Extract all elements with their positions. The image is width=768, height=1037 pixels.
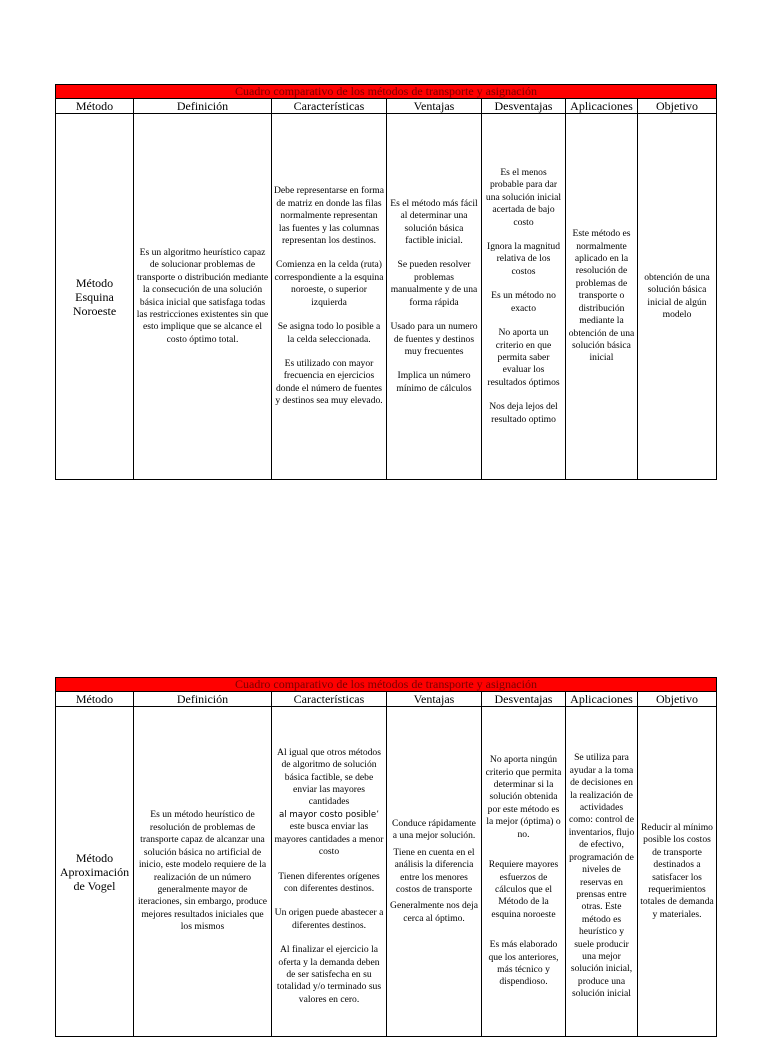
header-objetivo: Objetivo xyxy=(638,692,717,707)
header-aplicaciones: Aplicaciones xyxy=(566,692,638,707)
objetivo-cell: Reducir al mínimo posible los costos de transporte destinados a satisfacer los requerimientos totales de demanda y materiales. xyxy=(638,707,717,1037)
method-cell: Método Aproximación de Vogel xyxy=(56,707,134,1037)
method-cell: Método Esquina Noroeste xyxy=(56,114,134,480)
comparison-table-vogel xyxy=(55,677,717,1037)
ventajas-cell: Conduce rápidamente a una mejor solución. Tiene en cuenta en el análisis la diferencia entre los menores costos de transporte Generalmente nos deja cerca al óptimo. xyxy=(387,707,482,1037)
header-ventajas: Ventajas xyxy=(387,99,482,114)
handwritten-text: al mayor costo posible’ xyxy=(279,809,379,820)
header-metodo: Método xyxy=(56,692,134,707)
header-ventajas: Ventajas xyxy=(387,692,482,707)
header-definicion: Definición xyxy=(134,692,272,707)
aplicaciones-cell: Se utiliza para ayudar a la toma de decisiones en la realización de actividades como: control de inventarios, flujo de efectivo, programación de niveles de reservas en prensas entre otras. Este método es heurístico y suele producir una mejor solución inicial, produce una solución inicial xyxy=(566,707,638,1037)
comparison-table-northwest xyxy=(55,84,717,480)
definicion-cell: Es un algoritmo heurístico capaz de solucionar problemas de transporte o distribución mediante la consecución de una solución básica inicial que satisfaga todas las restricciones existentes sin que esto implique que se alcance el costo óptimo total. xyxy=(134,114,272,480)
header-definicion: Definición xyxy=(134,99,272,114)
caracteristicas-cell: Debe representarse en forma de matriz en donde las filas normalmente representan las fuentes y las columnas representan los destinos. Comienza en la celda (ruta) correspondiente a la esquina noroeste, o superior izquierda Se asigna todo lo posible a la celda seleccionada. Es utilizado con mayor frecuencia en ejercicios donde el número de fuentes y destinos sea muy elevado. xyxy=(272,114,387,480)
desventajas-cell: Es el menos probable para dar una solución inicial acertada de bajo costo Ignora la magnitud relativa de los costos Es un método no exacto No aporta un criterio en que permita saber evaluar los resultados óptimos Nos deja lejos del resultado optimo xyxy=(482,114,566,480)
desventajas-cell: No aporta ningún criterio que permita determinar si la solución obtenida por este método es la mejor (óptima) o no. Requiere mayores esfuerzos de cálculos que el Método de la esquina noroeste Es más elaborado que los anteriores, más técnico y dispendioso. xyxy=(482,707,566,1037)
header-desventajas: Desventajas xyxy=(482,692,566,707)
header-caracteristicas: Características xyxy=(272,99,387,114)
table-title: Cuadro comparativo de los métodos de transporte y asignación xyxy=(56,678,717,692)
ventajas-cell: Es el método más fácil al determinar una solución básica factible inicial. Se pueden resolver problemas manualmente y de una forma rápida Usado para un numero de fuentes y destinos muy frecuentes Implica un número mínimo de cálculos xyxy=(387,114,482,480)
objetivo-cell: obtención de una solución básica inicial de algún modelo xyxy=(638,114,717,480)
definicion-cell: Es un método heurístico de resolución de problemas de transporte capaz de alcanzar una solución básica no artificial de inicio, este modelo requiere de la realización de un número generalmente mayor de iteraciones, sin embargo, produce mejores resultados iniciales que los mismos xyxy=(134,707,272,1037)
table-row xyxy=(56,707,717,1037)
header-caracteristicas: Características xyxy=(272,692,387,707)
table-title: Cuadro comparativo de los métodos de transporte y asignación xyxy=(56,85,717,99)
caracteristicas-cell: Al igual que otros métodos de algoritmo de solución básica factible, se debe enviar las mayores cantidades al mayor costo posible’ este busca enviar las mayores cantidades a menor costo Tienen diferentes orígenes con diferentes destinos. Un origen puede abastecer a diferentes destinos. Al finalizar el ejercicio la oferta y la demanda deben de ser satisfecha en su totalidad y/o terminado sus valores en cero. xyxy=(272,707,387,1037)
aplicaciones-cell: Este método es normalmente aplicado en la resolución de problemas de transporte o distribución mediante la obtención de una solución básica inicial xyxy=(566,114,638,480)
header-desventajas: Desventajas xyxy=(482,99,566,114)
table-row xyxy=(56,114,717,480)
header-objetivo: Objetivo xyxy=(638,99,717,114)
header-metodo: Método xyxy=(56,99,134,114)
header-aplicaciones: Aplicaciones xyxy=(566,99,638,114)
